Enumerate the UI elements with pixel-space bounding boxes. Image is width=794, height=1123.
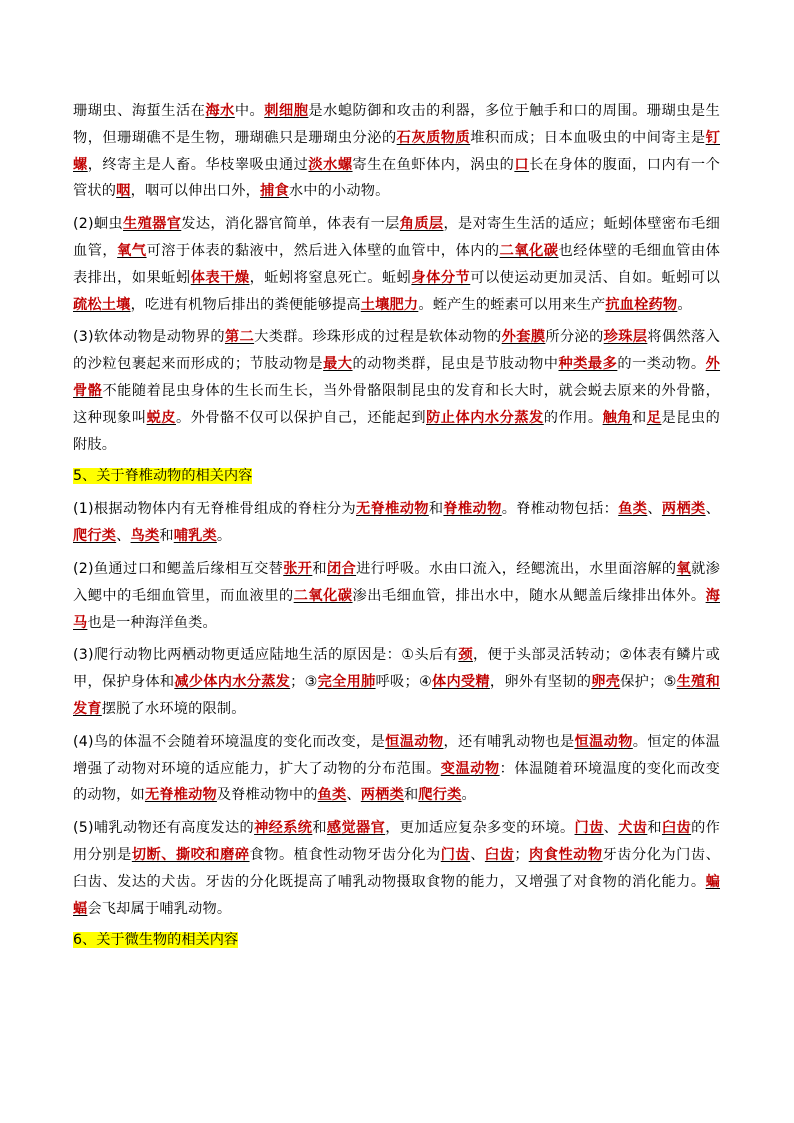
keyword: 鸟类 (130, 528, 160, 545)
text-run: 和 (403, 787, 419, 804)
text-run: ，吃进有机物后排出的粪便能够提高 (130, 296, 361, 313)
keyword: 肉食性动物 (528, 846, 603, 863)
text-run: (2)蛔虫 (73, 216, 124, 233)
keyword: 生殖和发育 (73, 674, 720, 717)
text-run: 和 (312, 560, 327, 577)
keyword: 氧气 (117, 242, 147, 259)
paragraph (73, 815, 720, 922)
keyword: 卵壳 (591, 674, 621, 691)
keyword: 鱼类 (317, 787, 347, 804)
text-run: 大类群。珍珠形成的过程是软体动物的 (254, 329, 502, 346)
keyword: 爬行类 (418, 787, 462, 804)
paragraph (73, 642, 720, 722)
paragraph (73, 324, 720, 458)
keyword: 珍珠层 (603, 329, 648, 346)
keyword: 无脊椎动物 (356, 501, 429, 518)
keyword: 体表干燥 (190, 269, 250, 286)
text-run: 是水螅防御和攻击的利器，多位于触手和口的周围。珊瑚虫是生物，但珊瑚礁不是生物，珊瑚礁只是珊瑚虫分泌的 (73, 103, 721, 146)
paragraph (73, 98, 720, 205)
text-run: ，咽可以伸出口外， (130, 183, 261, 200)
text-run: 6、关于微生物的相关内容 (73, 932, 239, 949)
keyword: 刺细胞 (264, 103, 309, 119)
text-run: 水中的小动物。 (288, 183, 390, 200)
text-run: 将偶然落入的沙粒包裹起来而形成的；节肢动物是 (73, 329, 721, 373)
text-run: 会飞却属于哺乳动物。 (87, 900, 232, 917)
text-run: 。外骨骼不仅可以保护自己，还能起到 (175, 409, 427, 426)
keyword: 鱼类 (618, 501, 648, 518)
text-run: 的一类动物。 (617, 356, 706, 373)
keyword: 感觉器官 (326, 820, 386, 837)
keyword: 第二 (224, 329, 255, 346)
text-run: ：体温随着环境温度的变化而改变的动物，如 (73, 760, 720, 804)
keyword: 生殖器官 (123, 216, 182, 233)
text-run: 。 (461, 787, 476, 804)
text-run: 食物。植食性动物牙齿分化为 (249, 846, 441, 863)
text-run: 珊瑚虫、海蜇生活在 (73, 103, 206, 119)
keyword: 外套膜 (501, 329, 546, 346)
text-run: 。脊椎动物包括： (501, 501, 619, 518)
keyword: 蝙蝠 (73, 873, 720, 917)
text-run: 和 (647, 820, 662, 837)
text-run: 的作用。 (543, 409, 603, 426)
keyword: 种类最多 (558, 356, 618, 373)
text-run: 牙齿分化为门齿、臼齿、发达的犬齿。牙齿的分化既提高了哺乳动物摄取食物的能力，又增强了对食物的消化能力。 (73, 846, 720, 890)
text-run: 就渗入鳃中的毛细血管里，而血液里的 (73, 560, 721, 604)
keyword: 两栖类 (661, 501, 706, 518)
text-run: 的动物类群，昆虫是节肢动物中 (352, 356, 559, 373)
text-run: 、 (647, 501, 662, 518)
text-run: 所分泌的 (545, 329, 604, 346)
keyword: 抗血栓药物 (605, 296, 678, 313)
keyword: 角质层 (399, 216, 444, 233)
keyword: 颈 (458, 647, 473, 664)
keyword: 哺乳类 (173, 528, 217, 545)
keyword: 淡水螺 (308, 156, 353, 173)
paragraph (73, 496, 720, 550)
paragraph (73, 556, 720, 636)
keyword: 最大 (323, 356, 353, 373)
text-run: (3)软体动物是动物界的 (73, 329, 225, 346)
text-run: (3)爬行动物比两栖动物更适应陆地生活的原因是：①头后有 (73, 647, 459, 664)
text-run: 寄生在鱼虾体内，涡虫的 (352, 156, 515, 173)
text-run: ，终寄主是人畜。华枝睾吸虫通过 (87, 156, 309, 173)
text-run: 摆脱了水环境的限制。 (101, 700, 246, 717)
text-run: (1)根据动物体内有无脊椎骨组成的脊柱分为 (73, 501, 357, 518)
text-run: ，还有哺乳动物也是 (443, 733, 575, 750)
text-run: 长在身体的腹面，口内有一个管状的 (73, 156, 720, 200)
keyword: 外骨骼 (73, 356, 721, 399)
text-run: 堆积而成；日本血吸虫的中间寄主是 (470, 129, 706, 146)
text-run: ，便于头部灵活转动；②体表有鳞片或甲，保护身体和 (73, 647, 721, 691)
text-run: 中。 (234, 103, 265, 119)
highlighted-heading-text (73, 932, 238, 948)
highlighted-heading-text (73, 468, 252, 484)
text-run: 渗出毛细血管，排出水中，随水从鳃盖后缘排出体外。 (352, 587, 706, 604)
text-run: 可以使运动更加灵活、自如。蚯蚓可以 (470, 269, 721, 286)
text-run: 和 (428, 501, 444, 518)
text-run: ，蚯蚓将窒息死亡。蚯蚓 (249, 269, 412, 286)
keyword: 石灰质物质 (396, 129, 471, 146)
keyword: 臼齿 (661, 820, 692, 837)
text-run: 、 (705, 501, 721, 518)
section-heading (73, 464, 720, 488)
text-run: 及脊椎动物中的 (216, 787, 318, 804)
keyword: 蜕皮 (146, 409, 176, 426)
keyword: 身体分节 (411, 269, 471, 286)
text-run: 、 (603, 820, 619, 837)
text-run: ，卵外有坚韧的 (489, 674, 592, 691)
keyword: 犬齿 (618, 820, 648, 837)
keyword: 疏松土壤 (73, 296, 131, 313)
keyword: 闭合 (326, 560, 357, 577)
paragraph (73, 211, 720, 318)
keyword: 恒温动物 (385, 733, 444, 750)
keyword: 神经系统 (254, 820, 313, 837)
text-run: (2)鱼通过口和鳃盖后缘相互交替 (73, 560, 284, 577)
text-run: ；③ (290, 674, 318, 691)
text-run: 。蛭产生的蛭素可以用来生产 (418, 296, 606, 313)
keyword: 爬行类 (73, 528, 117, 545)
keyword: 切断、撕咬和磨碎 (131, 846, 250, 863)
keyword: 臼齿 (484, 846, 515, 863)
paragraph (73, 729, 720, 809)
text-run: 也是一种海洋鱼类。 (87, 614, 217, 631)
keyword: 二氧化碳 (293, 587, 353, 604)
keyword: 脊椎动物 (443, 501, 502, 518)
keyword: 门齿 (440, 846, 471, 863)
text-run: 也经体壁的毛细血管由体表排出，如果蚯蚓 (73, 242, 721, 286)
text-run: 保护；⑤ (620, 674, 677, 691)
keyword: 触角 (602, 409, 633, 426)
keyword: 捕食 (260, 183, 289, 200)
keyword: 口 (514, 156, 530, 173)
keyword: 土壤肥力 (360, 296, 419, 313)
text-run: 可溶于体表的黏液中，然后进入体壁的血管中，体内的 (146, 242, 500, 259)
text-run: (4)鸟的体温不会随着环境温度的变化而改变，是 (73, 733, 386, 750)
keyword: 张开 (283, 560, 313, 577)
text-run: 。恒定的体温增强了动物对环境的适应能力，扩大了动物的分布范围。 (73, 733, 720, 777)
keyword: 无脊椎动物 (144, 787, 217, 804)
keyword: 完全用肺 (317, 674, 376, 691)
text-run: ； (514, 846, 529, 863)
text-run: 、 (346, 787, 361, 804)
text-run: 和 (312, 820, 327, 837)
text-run: 、 (470, 846, 485, 863)
keyword: 足 (646, 409, 662, 426)
keyword: 门齿 (574, 820, 604, 837)
keyword: 钉螺 (73, 129, 720, 173)
keyword: 两栖类 (360, 787, 404, 804)
text-run: 呼吸；④ (375, 674, 432, 691)
keyword: 恒温动物 (574, 733, 633, 750)
keyword: 体内受精 (431, 674, 490, 691)
text-run: 发达，消化器官简单，体表有一层 (181, 216, 400, 233)
text-run: 和 (632, 409, 647, 426)
text-run: 是昆虫的附肢。 (73, 409, 720, 453)
keyword: 减少体内水分蒸发 (174, 674, 291, 691)
text-run: 。 (216, 528, 232, 545)
keyword: 海水 (205, 103, 235, 119)
keyword: 二氧化碳 (499, 242, 559, 259)
text-run: 。 (677, 296, 692, 313)
text-run: 的作用分别是 (73, 820, 721, 863)
keyword: 防止体内水分蒸发 (426, 409, 544, 426)
text-run: 和 (159, 528, 174, 545)
text-run: 进行呼吸。水由口流入，经鳃流出，水里面溶解的 (356, 560, 677, 577)
text-run: 、 (116, 528, 131, 545)
text-run: ，更加适应复杂多变的环境。 (385, 820, 575, 837)
keyword: 氧 (676, 560, 692, 577)
keyword: 海马 (73, 587, 720, 631)
section-heading (73, 928, 720, 952)
keyword: 变温动物 (440, 760, 500, 777)
text-run: (5)哺乳动物还有高度发达的 (73, 820, 255, 837)
text-run: ，是对寄生生活的适应；蚯蚓体壁密布毛细血管， (73, 216, 720, 259)
keyword: 咽 (116, 183, 131, 200)
text-run: 5、关于脊椎动物的相关内容 (73, 468, 253, 485)
text-run: 不能随着昆虫身体的生长而生长，当外骨骼限制昆虫的发育和长大时，就会蜕去原来的外骨骼，这种现象叫 (73, 382, 721, 426)
